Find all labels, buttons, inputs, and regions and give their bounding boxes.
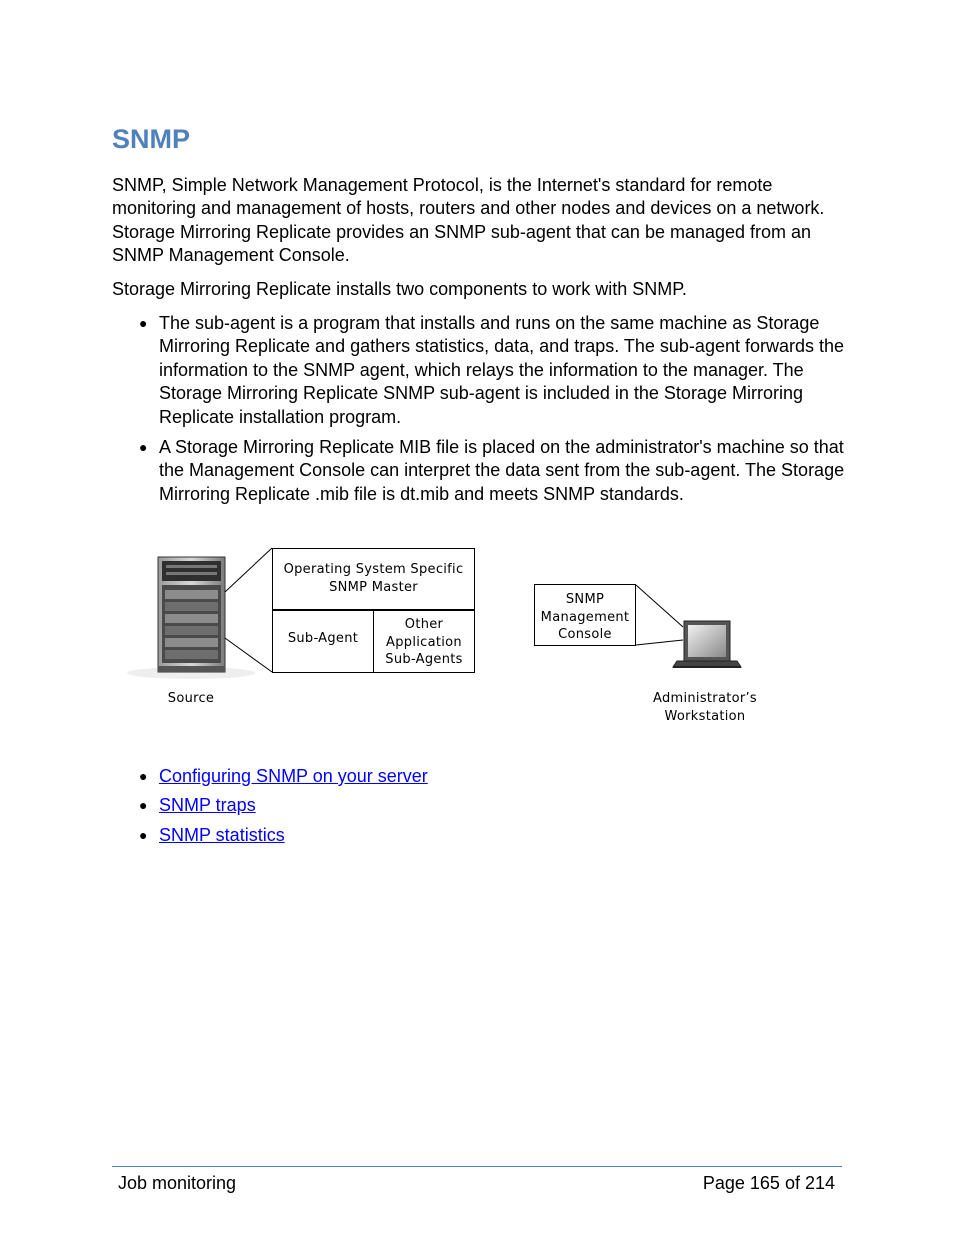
- console-box-line: Management: [540, 609, 630, 625]
- component-mib-file: A Storage Mirroring Replicate MIB file is placed on the administrator's machine so that the Management Console can interpret the data sent from the sub-agent. The Storage Mirroring Replicate .mib file is dt.mib and meets SNMP standards.: [159, 437, 845, 504]
- bullet-icon: ●: [139, 315, 148, 331]
- snmp-architecture-diagram: [125, 540, 775, 740]
- components-intro: Storage Mirroring Replicate installs two components to work with SNMP.: [112, 279, 687, 299]
- sub-agent-label: Sub-Agent: [287, 631, 359, 646]
- admin-caption-line: Administrator’s: [652, 691, 758, 706]
- link-configuring-snmp[interactable]: Configuring SNMP on your server: [159, 766, 428, 786]
- footer-divider: [112, 1166, 842, 1167]
- master-box-line: Operating System Specific: [283, 562, 464, 577]
- page-title: SNMP: [112, 124, 191, 154]
- list-item: [112, 824, 852, 847]
- other-box-line: Application: [386, 634, 462, 650]
- footer-section: Job monitoring: [118, 1173, 237, 1193]
- footer-page-number: Page 165 of 214: [702, 1173, 835, 1193]
- bullet-icon: ●: [139, 439, 148, 456]
- list-item: [112, 312, 852, 429]
- related-links-list: [112, 765, 852, 847]
- intro-paragraph: SNMP, Simple Network Management Protocol, is the Internet's standard for remote monitoring and management of hosts, routers and other nodes and devices on a network. Storage Mirroring Replicate provides an SNMP sub-agent that can be managed from an SNMP Management Console.: [112, 175, 825, 266]
- other-box-line: Sub-Agents: [385, 652, 463, 667]
- link-snmp-traps[interactable]: SNMP traps: [159, 795, 256, 816]
- source-caption: Source: [167, 691, 215, 706]
- master-box-line: SNMP Master: [329, 579, 418, 595]
- console-box-line: Console: [558, 627, 612, 642]
- server-tower-icon: [127, 557, 255, 679]
- bullet-icon: ●: [139, 797, 148, 814]
- other-box-line: Other: [404, 617, 444, 632]
- components-list: [112, 312, 852, 506]
- console-box-line: SNMP: [565, 592, 605, 607]
- list-item: [112, 436, 852, 506]
- bullet-icon: ●: [139, 826, 148, 843]
- link-snmp-statistics[interactable]: SNMP statistics: [159, 824, 285, 845]
- component-sub-agent: The sub-agent is a program that installs and runs on the same machine as Storage Mirroring Replicate and gathers statistics, data, and traps. The sub-agent forwards the information to the SNMP agent, which relays the information to the manager. The Storage Mirroring Replicate SNMP sub-agent is included in the Storage Mirroring Replicate installation program.: [159, 313, 845, 427]
- bullet-icon: ●: [139, 768, 148, 784]
- list-item: [112, 765, 852, 788]
- list-item: [112, 794, 852, 817]
- admin-caption-line: Workstation: [664, 708, 746, 724]
- laptop-icon: [673, 621, 741, 668]
